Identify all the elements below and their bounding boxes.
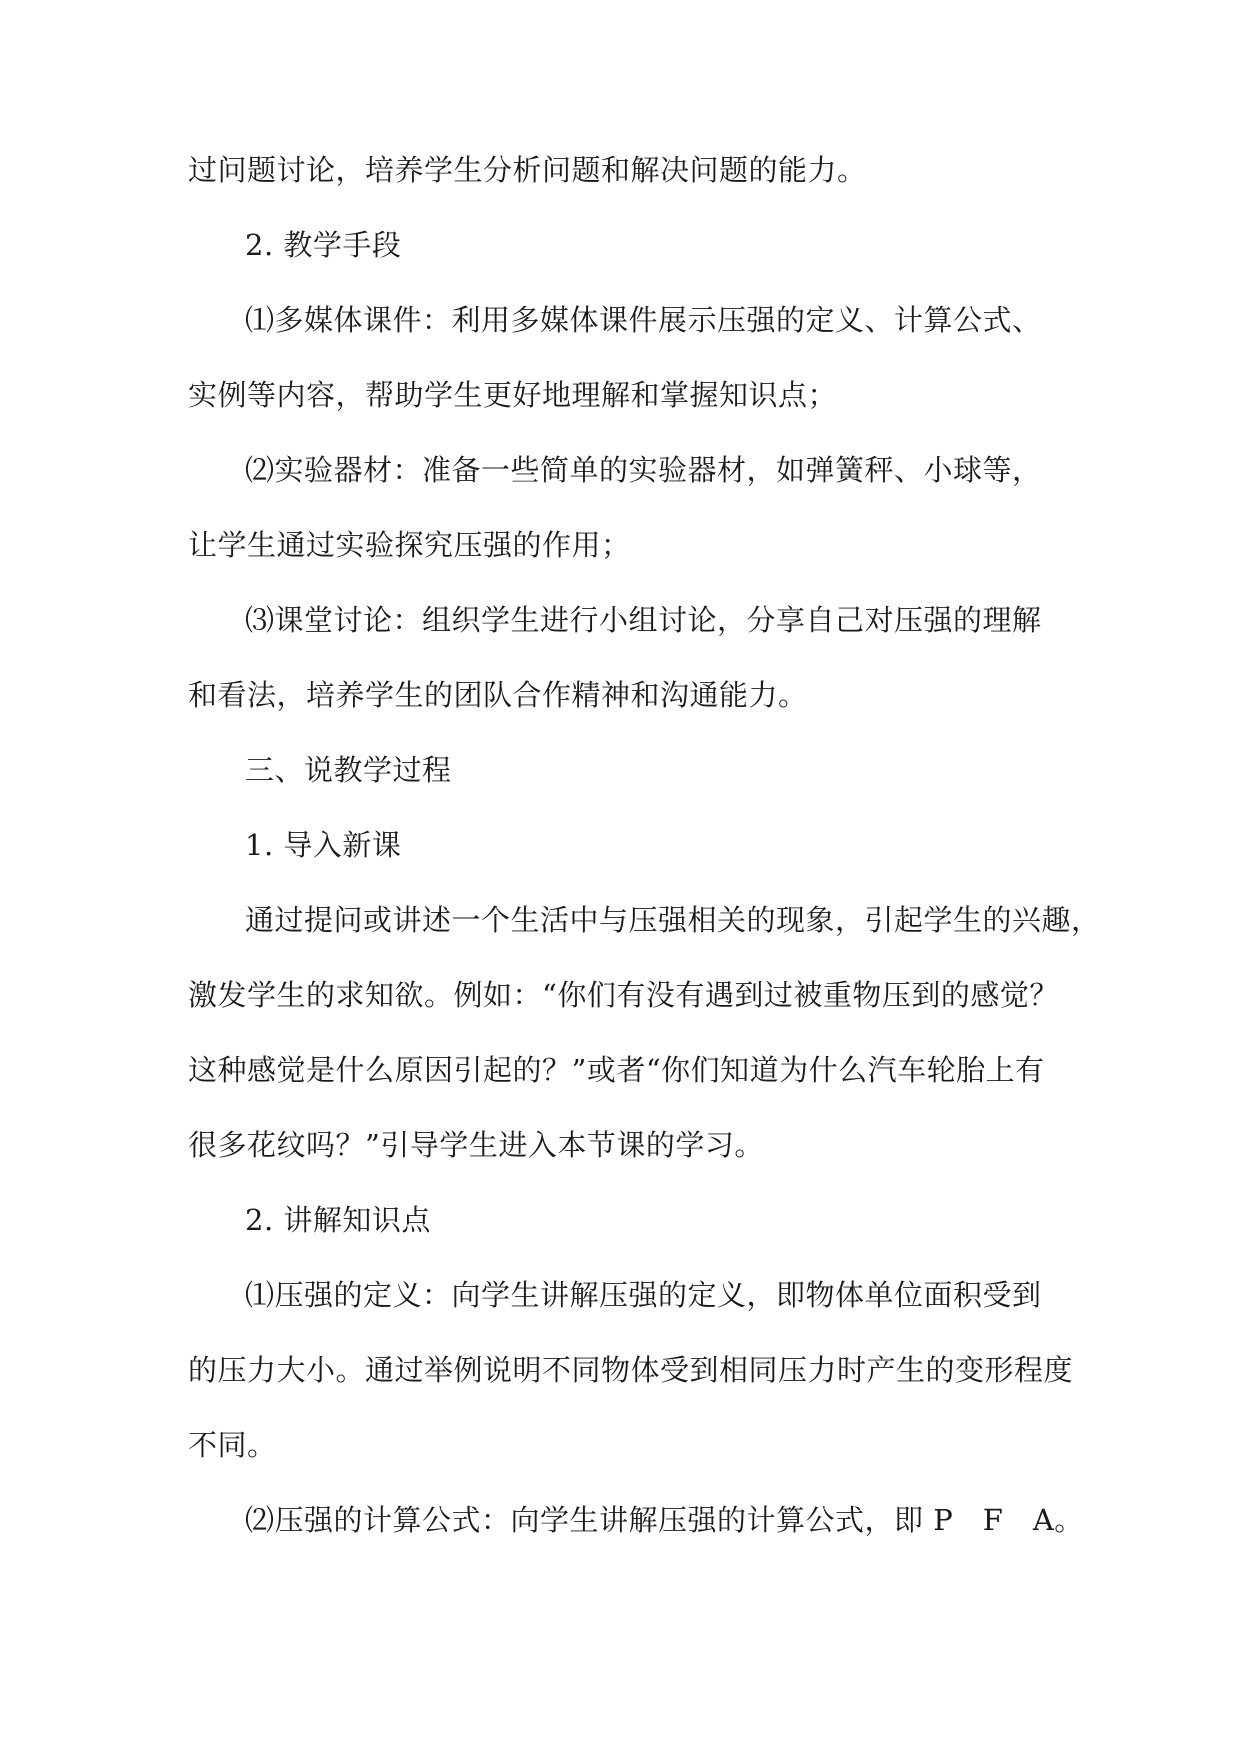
text-line: ⑵压强的计算公式：向学生讲解压强的计算公式，即 P F A。	[245, 1503, 1084, 1537]
text-line: 不同。	[188, 1428, 277, 1462]
text-line: 激发学生的求知欲。例如：“你们有没有遇到过被重物压到的感觉？	[188, 978, 1059, 1012]
text-line: 和看法，培养学生的团队合作精神和沟通能力。	[188, 678, 808, 712]
section-heading: 2. 教学手段	[245, 228, 402, 262]
text-line: 通过提问或讲述一个生活中与压强相关的现象，引起学生的兴趣，	[245, 903, 1101, 937]
text-line: ⑴多媒体课件：利用多媒体课件展示压强的定义、计算公式、	[245, 303, 1042, 337]
section-heading: 1. 导入新课	[245, 828, 402, 862]
section-heading: 2. 讲解知识点	[245, 1203, 431, 1237]
text-line: 过问题讨论，培养学生分析问题和解决问题的能力。	[188, 153, 867, 187]
text-line: 让学生通过实验探究压强的作用；	[188, 528, 631, 562]
text-line: ⑵实验器材：准备一些简单的实验器材，如弹簧秤、小球等，	[245, 453, 1042, 487]
text-line: 的压力大小。通过举例说明不同物体受到相同压力时产生的变形程度	[188, 1353, 1074, 1387]
text-line: 这种感觉是什么原因引起的？”或者“你们知道为什么汽车轮胎上有	[188, 1053, 1045, 1087]
text-line: ⑴压强的定义：向学生讲解压强的定义，即物体单位面积受到	[245, 1278, 1042, 1312]
text-line: 很多花纹吗？”引导学生进入本节课的学习。	[188, 1128, 764, 1162]
section-heading: 三、说教学过程	[245, 753, 452, 787]
text-line: 实例等内容，帮助学生更好地理解和掌握知识点；	[188, 378, 838, 412]
text-line: ⑶课堂讨论：组织学生进行小组讨论，分享自己对压强的理解	[245, 603, 1042, 637]
